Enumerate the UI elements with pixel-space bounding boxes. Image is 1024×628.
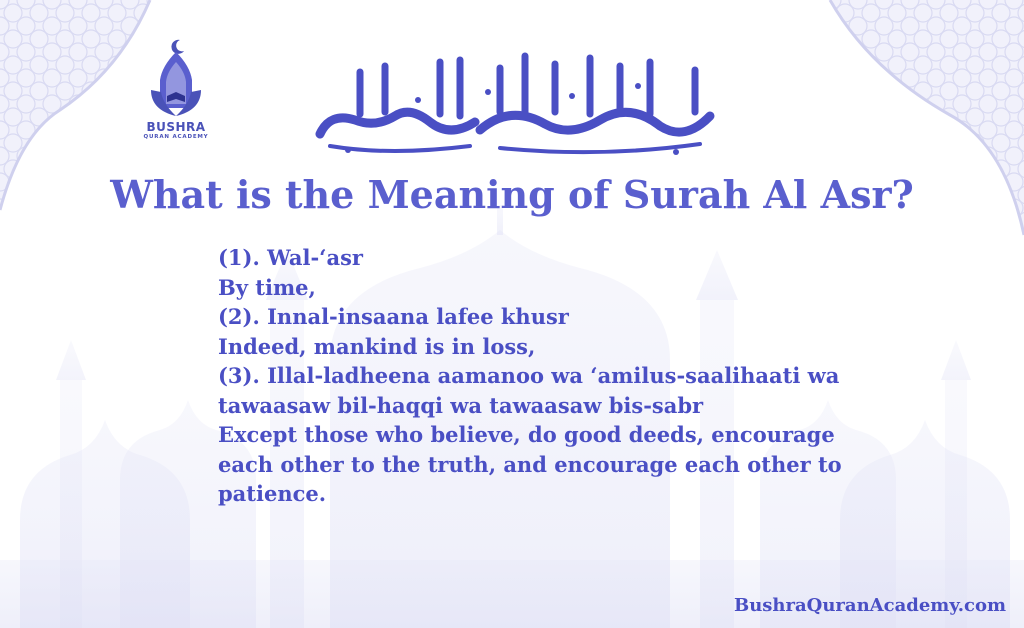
verse-line: (1). Wal-‘asr	[218, 245, 363, 270]
verse-line: By time,	[218, 274, 316, 300]
page-title: What is the Meaning of Surah Al Asr?	[110, 172, 914, 217]
basmala-calligraphy	[300, 42, 730, 160]
verse-line: (2). Innal-insaana lafee khusr	[218, 304, 569, 329]
academy-logo	[138, 38, 214, 150]
verse-line: patience.	[218, 481, 327, 506]
verse-line: each other to the truth, and encourage each other to	[218, 451, 842, 477]
mosque-quran-icon	[143, 38, 209, 120]
verse-line: Indeed, mankind is in loss,	[218, 333, 536, 359]
surah-verses	[218, 243, 858, 509]
verse-line: Except those who believe, do good deeds, encourage	[218, 422, 835, 447]
verse-line: tawaasaw bil-haqqi wa tawaasaw bis-sabr	[218, 392, 704, 418]
brand-name: BUSHRA	[146, 120, 206, 134]
verse-line: (3). Illal-ladheena aamanoo wa ‘amilus-saalihaati wa	[218, 363, 840, 388]
brand-subtitle: QURAN ACADEMY	[143, 134, 209, 140]
website-link[interactable]: BushraQuranAcademy.com	[733, 595, 1006, 616]
